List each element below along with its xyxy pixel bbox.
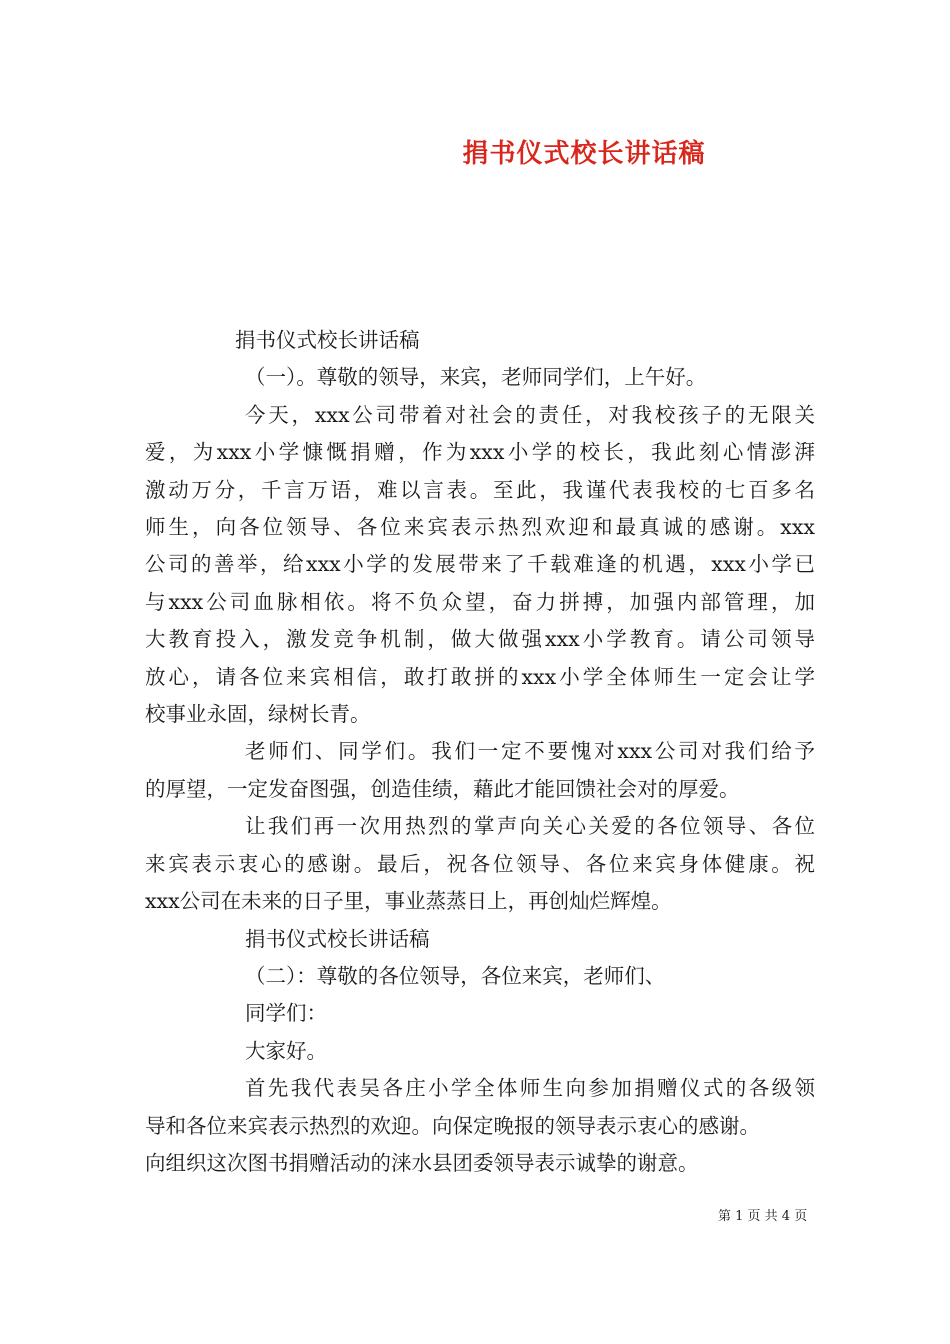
text-line: 捐书仪式校长讲话稿 xyxy=(235,328,420,352)
text-line: 大教育投入，激发竞争机制，做大做强xxx小学教育。请公司领导 xyxy=(145,627,815,652)
text-line: （二）：尊敬的各位领导，各位来宾，老师们、 xyxy=(245,963,666,988)
text-line: 公司的善举，给xxx小学的发展带来了千载难逢的机遇，xxx小学已 xyxy=(145,552,815,577)
text-line: （一）。尊敬的领导，来宾，老师同学们，上午好。 xyxy=(245,365,707,390)
text-line: 师生，向各位领导、各位来宾表示热烈欢迎和最真诚的感谢。xxx xyxy=(145,515,815,540)
text-line: 捐书仪式校长讲话稿 xyxy=(245,926,430,951)
text-line: 让我们再一次用热烈的掌声向关心关爱的各位领导、各位 xyxy=(245,814,815,839)
text-line: xxx公司在未来的日子里，事业蒸蒸日上，再创灿烂辉煌。 xyxy=(145,889,672,914)
text-line: 激动万分，千言万语，难以言表。至此，我谨代表我校的七百多名 xyxy=(145,477,815,502)
text-line: 放心，请各位来宾相信，敢打敢拼的xxx小学全体师生一定会让学 xyxy=(145,664,815,689)
text-line: 校事业永固，绿树长青。 xyxy=(145,702,371,727)
text-line: 的厚望，一定发奋图强，创造佳绩，藉此才能回馈社会对的厚爱。 xyxy=(145,776,740,801)
text-line: 导和各位来宾表示热烈的欢迎。向保定晚报的领导表示衷心的感谢。 xyxy=(145,1113,760,1138)
page-footer: 第 1 页 共 4 页 xyxy=(718,1209,808,1224)
text-line: 来宾表示衷心的感谢。最后，祝各位领导、各位来宾身体健康。祝 xyxy=(145,851,815,876)
text-line: 与xxx公司血脉相依。将不负众望，奋力拼搏，加强内部管理，加 xyxy=(145,589,815,614)
text-line: 首先我代表吴各庄小学全体师生向参加捐赠仪式的各级领 xyxy=(245,1076,815,1101)
text-line: 同学们： xyxy=(245,1001,327,1026)
text-line: 老师们、同学们。我们一定不要愧对xxx公司对我们给予 xyxy=(245,739,815,764)
text-line: 爱，为xxx小学慷慨捐赠，作为xxx小学的校长，我此刻心情澎湃 xyxy=(145,440,815,465)
text-line: 大家好。 xyxy=(245,1038,327,1063)
text-line: 今天，xxx公司带着对社会的责任，对我校孩子的无限关 xyxy=(245,402,815,427)
page-title: 捐书仪式校长讲话稿 xyxy=(462,139,706,169)
text-line: 向组织这次图书捐赠活动的涞水县团委领导表示诚挚的谢意。 xyxy=(145,1150,699,1175)
document-body xyxy=(145,322,815,1182)
